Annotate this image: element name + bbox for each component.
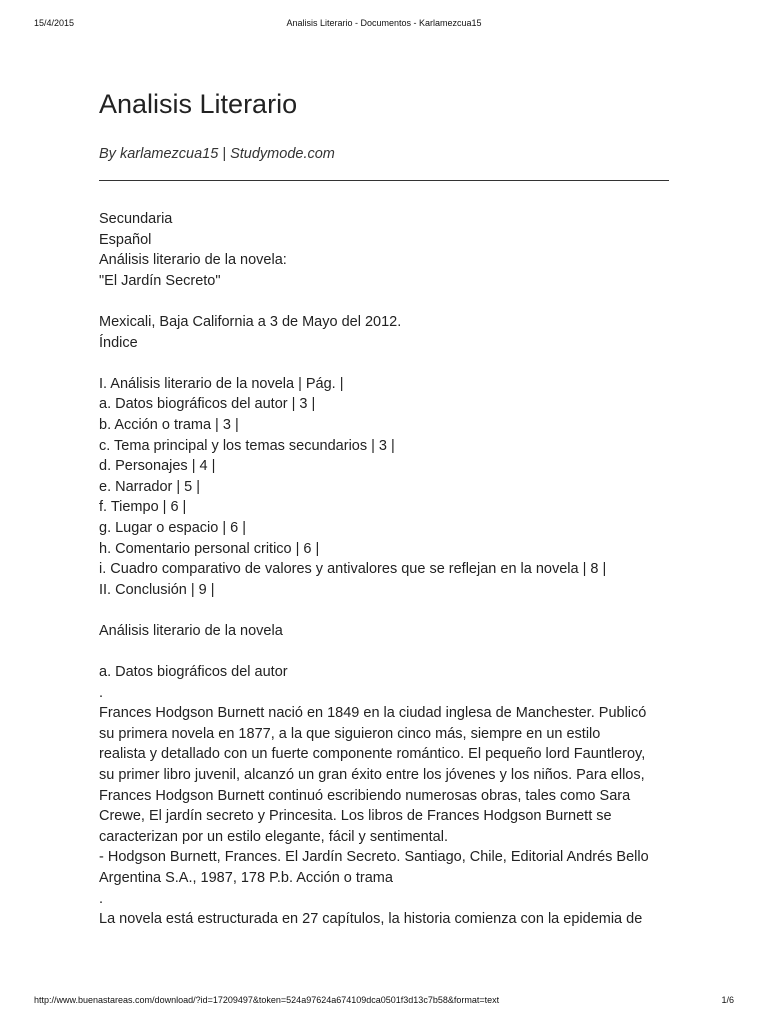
text-line: La novela está estructurada en 27 capítulos, la historia comienza con la epidemia de: [99, 911, 643, 928]
text-line: Análisis literario de la novela: [99, 622, 283, 639]
text-line: e. Narrador | 5 |: [99, 478, 201, 495]
text-line: Mexicali, Baja California a 3 de Mayo del 2012.: [99, 313, 402, 330]
print-url: http://www.buenastareas.com/download/?id=17209497&token=524a97624a674109dca0501f3d13c7b58&format=text: [34, 995, 500, 1005]
text-line: b. Acción o trama | 3 |: [99, 416, 239, 433]
blank-line: [99, 353, 671, 374]
text-line: Índice: [99, 334, 138, 351]
document-body: [99, 209, 671, 930]
text-line: a. Datos biográficos del autor | 3 |: [99, 396, 316, 413]
print-header: [0, 18, 768, 30]
page-number: 1/6: [721, 995, 734, 1005]
blank-line: [99, 600, 671, 621]
text-line: Análisis literario de la novela:: [99, 252, 287, 269]
print-footer: [0, 995, 768, 1007]
text-line: i. Cuadro comparativo de valores y antivalores que se reflejan en la novela | 8 |: [99, 561, 607, 578]
byline: By karlamezcua15 | Studymode.com: [99, 146, 335, 162]
text-line: Crewe, El jardín secreto y Princesita. Los libros de Frances Hodgson Burnett se: [99, 808, 612, 825]
text-line: .: [99, 684, 104, 701]
text-line: f. Tiempo | 6 |: [99, 499, 187, 516]
text-line: d. Personajes | 4 |: [99, 458, 216, 475]
text-line: su primera novela en 1877, a la que siguieron cinco más, siempre en un estilo: [99, 725, 601, 742]
text-line: caracterizan por un estilo elegante, fácil y sentimental.: [99, 828, 448, 845]
text-line: Frances Hodgson Burnett nació en 1849 en la ciudad inglesa de Manchester. Publicó: [99, 705, 647, 722]
text-line: a. Datos biográficos del autor: [99, 664, 288, 681]
text-line: g. Lugar o espacio | 6 |: [99, 519, 246, 536]
text-line: Argentina S.A., 1987, 178 P.b. Acción o trama: [99, 870, 393, 886]
text-line: II. Conclusión | 9 |: [99, 581, 215, 598]
text-line: Secundaria: [99, 211, 173, 227]
document-title: Analisis Literario: [99, 89, 298, 119]
blank-line: [99, 291, 671, 312]
print-page-title: Analisis Literario - Documentos - Karlamezcua15: [286, 18, 482, 28]
document-content: [99, 86, 671, 930]
print-date: 15/4/2015: [34, 18, 75, 28]
text-line: Español: [99, 231, 152, 248]
text-line: I. Análisis literario de la novela | Pág. |: [99, 375, 344, 392]
text-line: "El Jardín Secreto": [99, 272, 221, 289]
text-line: realista y detallado con un fuerte componente romántico. El pequeño lord Fauntleroy,: [99, 746, 646, 763]
text-line: c. Tema principal y los temas secundarios | 3 |: [99, 437, 395, 454]
blank-line: [99, 641, 671, 662]
text-line: h. Comentario personal critico | 6 |: [99, 540, 320, 557]
text-line: su primer libro juvenil, alcanzó un gran éxito entre los jóvenes y los niños. Para ellos,: [99, 767, 645, 784]
text-line: Frances Hodgson Burnett continuó escribiendo numerosas obras, tales como Sara: [99, 787, 631, 804]
title-divider: [99, 180, 669, 181]
text-line: - Hodgson Burnett, Frances. El Jardín Secreto. Santiago, Chile, Editorial Andrés Bello: [99, 849, 649, 866]
text-line: .: [99, 890, 104, 907]
